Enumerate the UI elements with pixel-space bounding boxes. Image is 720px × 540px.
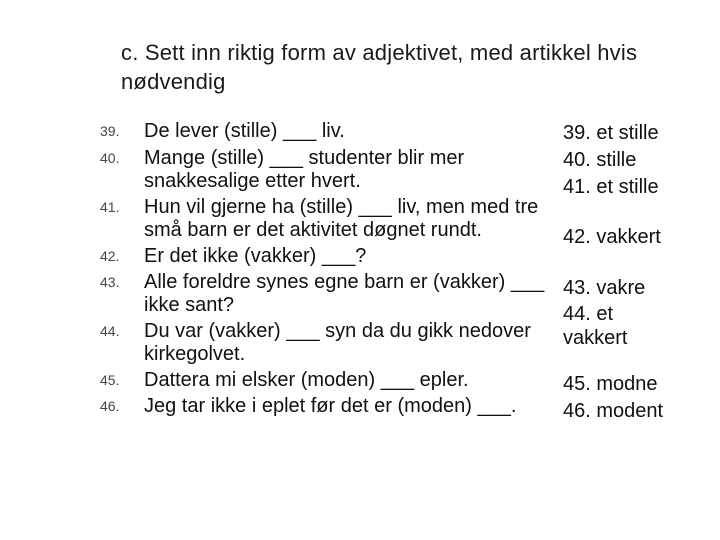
question-text: Er det ikke (vakker) ___? — [144, 245, 367, 267]
question-list — [100, 120, 550, 418]
answer-42: 42. vakkert — [563, 226, 661, 248]
question-item — [100, 320, 550, 366]
question-item — [100, 271, 550, 317]
question-number: 42. — [100, 248, 120, 264]
answer-44: 44. et vakkert — [563, 303, 628, 349]
question-number: 41. — [100, 199, 120, 215]
question-text: Mange (stille) ___ studenter blir mer snakkesalige etter hvert. — [144, 147, 465, 192]
answer-46: 46. modent — [563, 400, 664, 422]
question-text: Jeg tar ikke i eplet før det er (moden) ___. — [144, 395, 517, 417]
question-number: 40. — [100, 150, 120, 166]
answer-45: 45. modne — [563, 373, 658, 395]
question-text: De lever (stille) ___ liv. — [144, 120, 345, 142]
exercise-title: c. Sett inn riktig form av adjektivet, med artikkel hvis nødvendig — [121, 40, 638, 94]
answer-39: 39. et stille — [563, 122, 659, 144]
question-number: 44. — [100, 323, 120, 339]
question-item — [100, 369, 550, 392]
question-text: Hun vil gjerne ha (stille) ___ liv, men med tre små barn er det aktivitet døgnet rundt. — [144, 196, 539, 241]
answer-43: 43. vakre — [563, 277, 646, 299]
question-number: 45. — [100, 372, 120, 388]
question-item — [100, 395, 550, 418]
question-number: 46. — [100, 398, 120, 414]
question-number: 39. — [100, 123, 120, 139]
answer-41: 41. et stille — [563, 176, 659, 198]
question-item — [100, 120, 550, 143]
answer-40: 40. stille — [563, 149, 637, 171]
question-text: Dattera mi elsker (moden) ___ epler. — [144, 369, 469, 391]
question-item — [100, 245, 550, 268]
question-number: 43. — [100, 274, 120, 290]
question-item — [100, 196, 550, 242]
answer-column — [563, 120, 713, 425]
question-text: Du var (vakker) ___ syn da du gikk nedover kirkegolvet. — [144, 320, 531, 365]
question-item — [100, 147, 550, 193]
question-text: Alle foreldre synes egne barn er (vakker) ___ ikke sant? — [144, 271, 545, 316]
